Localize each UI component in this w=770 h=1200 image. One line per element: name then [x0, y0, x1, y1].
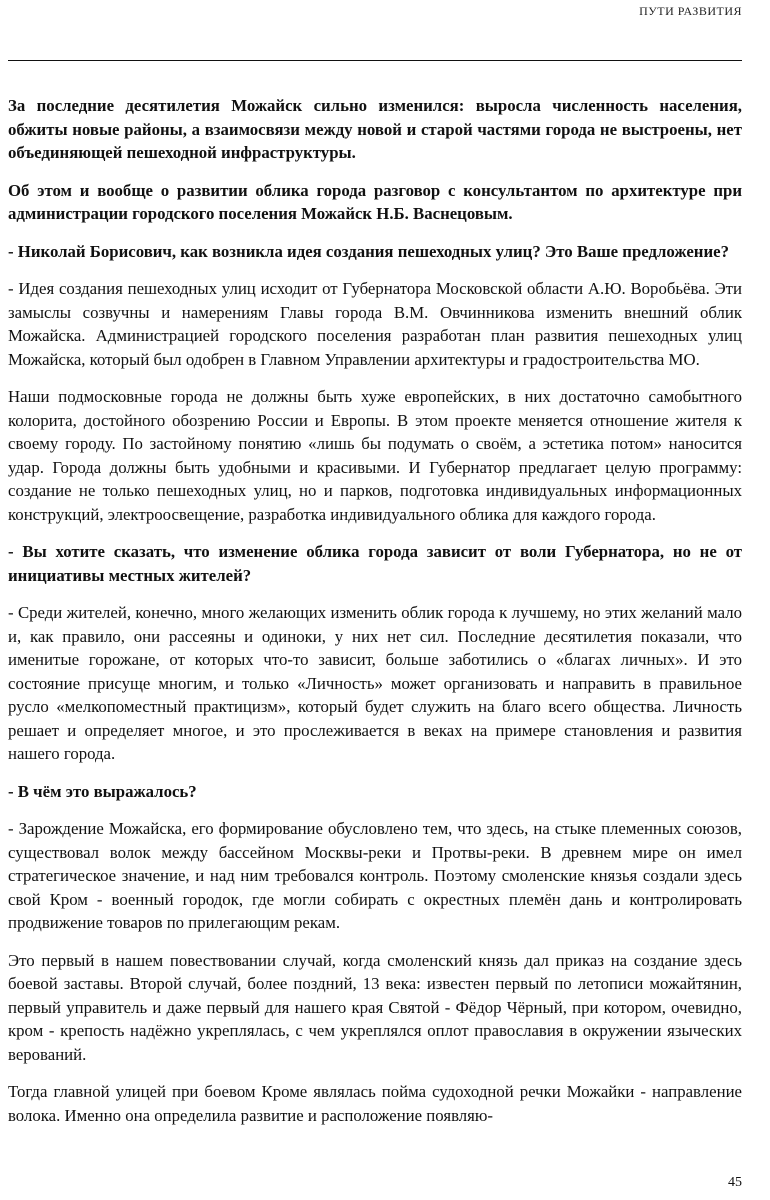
question-paragraph: - В чём это выражалось?	[8, 781, 197, 801]
answer-paragraph: Тогда главной улицей при боевом Кроме являлась пойма судоходной речки Можайки - направление волока. Именно она определила развитие и расположение появляю-	[8, 1082, 742, 1125]
answer-paragraph: Это первый в нашем повествовании случай, когда смоленский князь дал приказ на создание здесь боевой заставы. Второй случай, более поздний, 13 века: известен первый по летописи можайтянин, первый управитель и даже первый для нашего края Святой - Фёдор Чёрный, при котором, очевидно, кром - крепость надёжно укреплялась, с чем укреплялся оплот православия в окружении языческих верований.	[8, 950, 742, 1064]
answer-paragraph: - Среди жителей, конечно, много желающих изменить облик города к лучшему, но этих желаний мало и, как правило, они рассеяны и одиноки, у них нет сил. Последние десятилетия показали, что именитые горожане, от которых что-то зависит, больше заботились о «благах личных». И это состояние присуще многим, и только «Личность» может организовать и направить в правильное русло «мелкопоместный практицизм», который будет служить на благо всего общества. Личность решает и определяет многое, и это прослеживается в веках на примере становления и развития нашего города.	[8, 603, 742, 763]
lead-paragraph: За последние десятилетия Можайск сильно изменился: выросла численность населения, обжиты новые районы, а взаимосвязи между новой и старой частями города не выстроены, нет объединяющей пешеходной инфраструктуры.	[8, 96, 742, 162]
question-paragraph: - Николай Борисович, как возникла идея создания пешеходных улиц? Это Ваше предложение?	[8, 241, 729, 261]
intro-paragraph: Об этом и вообще о развитии облика города разговор с консультантом по архитектуре при администрации городского поселения Можайск Н.Б. Васнецовым.	[8, 180, 742, 223]
article-body	[8, 94, 742, 1127]
page-number: 45	[728, 1175, 742, 1190]
header-rule	[8, 60, 742, 61]
answer-paragraph: - Зарождение Можайска, его формирование обусловлено тем, что здесь, на стыке племенных союзов, существовал волок между бассейном Москвы-реки и Протвы-реки. В древнем мире он имел стратегическое значение, и над ним требовался контроль. Поэтому смоленские князья создали здесь свой Кром - военный городок, где могли собирать с окрестных племён дань и контролировать продвижение товаров по прилегающим рекам.	[8, 819, 742, 932]
question-paragraph: - Вы хотите сказать, что изменение облика города зависит от воли Губернатора, но не от инициативы местных жителей?	[8, 542, 742, 585]
running-title: ПУТИ РАЗВИТИЯ	[639, 4, 742, 18]
answer-paragraph: - Идея создания пешеходных улиц исходит от Губернатора Московской области А.Ю. Воробьёва. Эти замыслы созвучны и намерениям Главы города В.М. Овчинникова изменить внешний облик Можайска. Администрацией городского поселения разработан план развития пешеходных улиц Можайска, который был одобрен в Главном Управлении архитектуры и градостроительства МО.	[8, 279, 742, 369]
answer-paragraph: Наши подмосковные города не должны быть хуже европейских, в них достаточно самобытного колорита, достойного обозрению России и Европы. В этом проекте меняется отношение жителя к своему городу. По застойному понятию «лишь бы подумать о своём, а эстетика потом» наносится удар. Города должны быть удобными и красивыми. И Губернатор предлагает целую программу: создание не только пешеходных улиц, но и парков, подготовка индивидуальных информационных конструкций, электроосвещение, разработка индивидуального облика для каждого города.	[8, 387, 742, 524]
